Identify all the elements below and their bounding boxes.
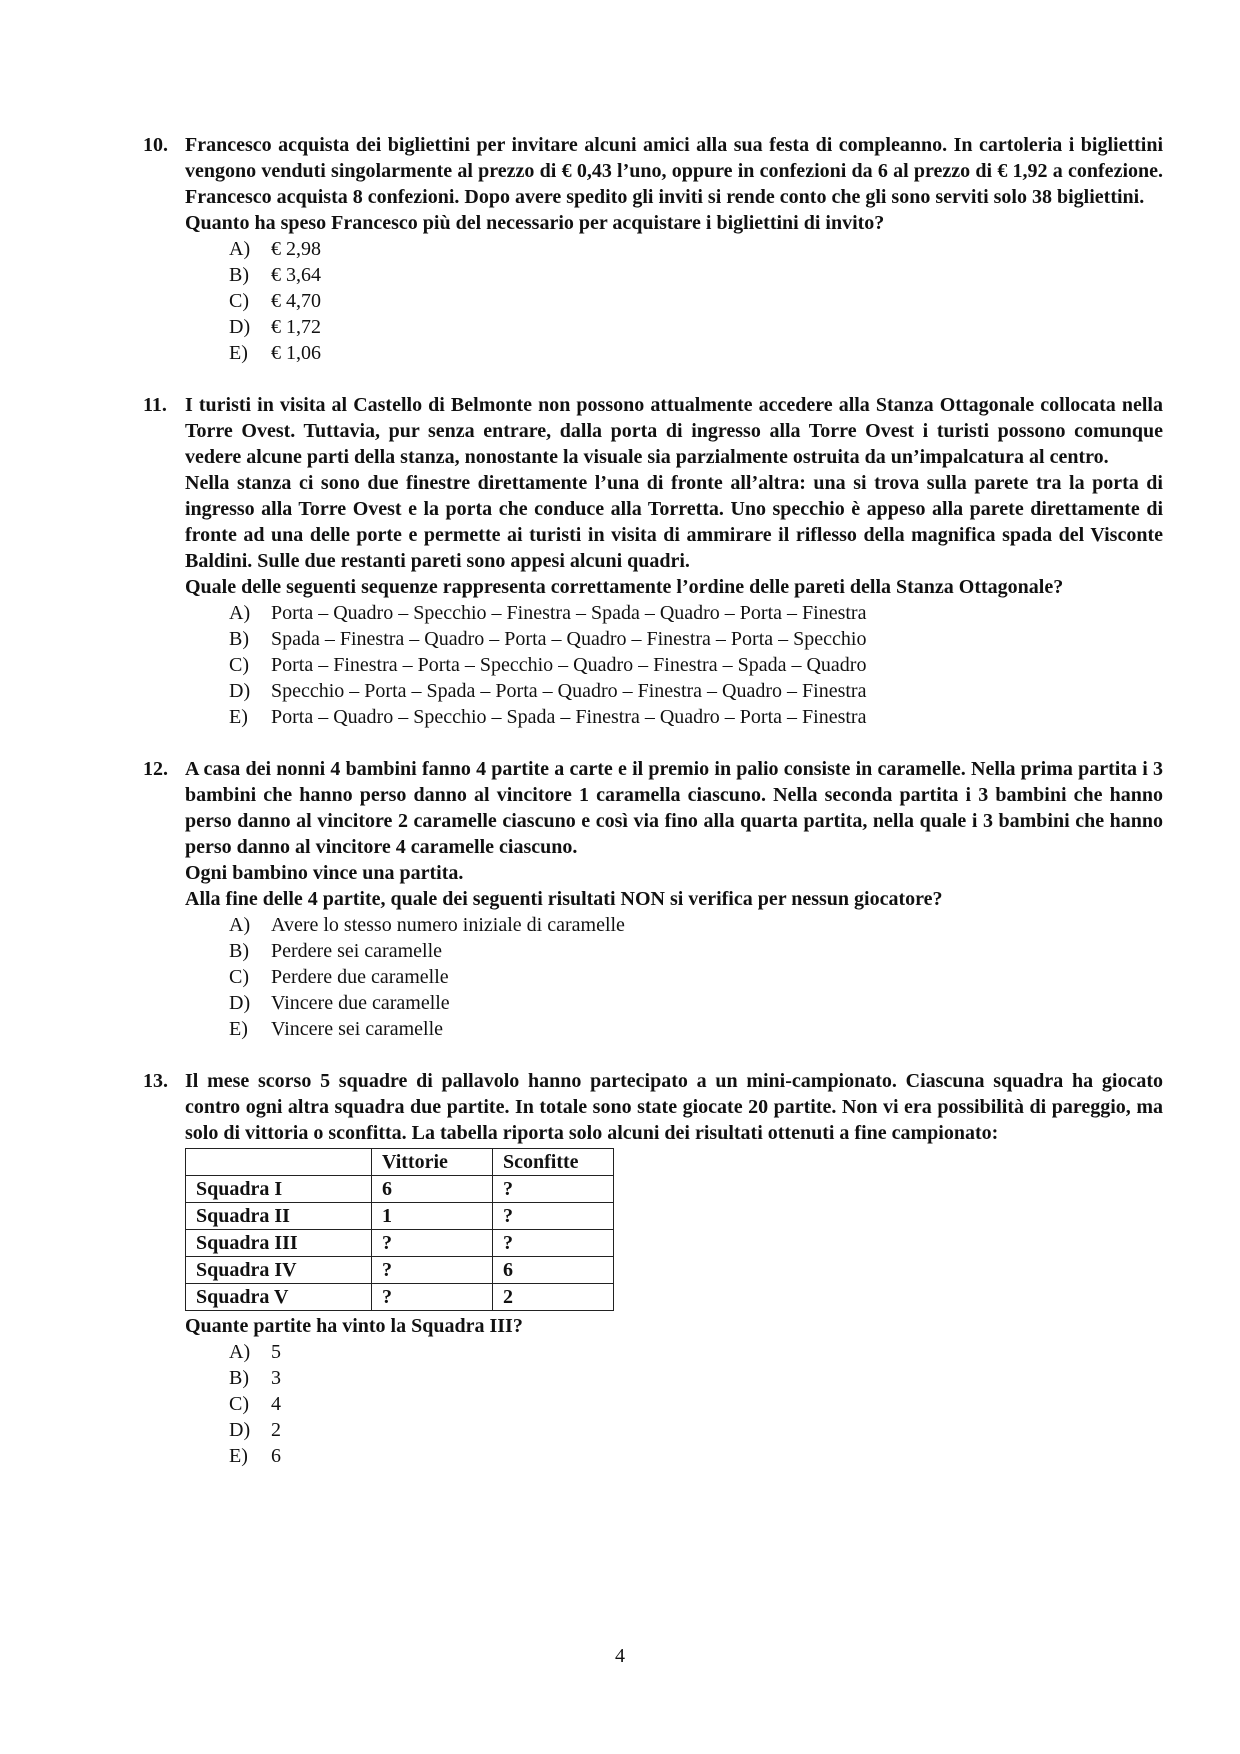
- table-header-row: [186, 1149, 614, 1176]
- table-row: [186, 1176, 614, 1203]
- option-text: Perdere sei caramelle: [271, 940, 443, 962]
- answer-option-b: [229, 626, 1163, 652]
- answer-options: [185, 1339, 1163, 1469]
- option-text: 4: [271, 1393, 281, 1415]
- option-letter: C): [229, 1393, 249, 1415]
- option-letter: B): [229, 264, 249, 286]
- question-number: 11.: [143, 394, 167, 416]
- answer-option-e: [229, 704, 1163, 730]
- answer-option-c: [229, 964, 1163, 990]
- table-row: [186, 1284, 614, 1311]
- option-text: € 1,06: [271, 342, 321, 364]
- option-letter: A): [229, 1341, 251, 1363]
- option-text: Porta – Finestra – Porta – Specchio – Quadro – Finestra – Spada – Quadro: [271, 654, 867, 676]
- option-text: € 1,72: [271, 316, 321, 338]
- table-cell: ?: [493, 1203, 614, 1230]
- option-text: 5: [271, 1341, 281, 1363]
- table-cell: Squadra I: [186, 1176, 372, 1203]
- question-10: [143, 132, 1163, 366]
- table-cell: ?: [372, 1284, 493, 1311]
- option-letter: E): [229, 1445, 248, 1467]
- answer-option-a: [229, 1339, 1163, 1365]
- answer-option-b: [229, 938, 1163, 964]
- question-number: 13.: [143, 1070, 168, 1092]
- answer-options: [185, 912, 1163, 1042]
- answer-option-c: [229, 1391, 1163, 1417]
- option-text: Spada – Finestra – Quadro – Porta – Quadro – Finestra – Porta – Specchio: [271, 628, 867, 650]
- answer-option-a: [229, 912, 1163, 938]
- table-cell: 6: [493, 1257, 614, 1284]
- question-12: [143, 756, 1163, 1042]
- table-row: [186, 1203, 614, 1230]
- answer-option-d: [229, 678, 1163, 704]
- table-cell: ?: [493, 1230, 614, 1257]
- question-text: Nella stanza ci sono due finestre direttamente l’una di fronte all’altra: una si trova sulla parete tra la porta di ingresso alla Torre Ovest e la porta che conduce alla Torretta. Uno specchio è appeso alla parete direttamente di fronte ad una delle porte e permette ai turisti in visita di ammirare il riflesso della magnifica spada del Visconte Baldini. Sulle due restanti pareti sono appesi alcuni quadri.: [185, 472, 1163, 572]
- option-letter: D): [229, 680, 251, 702]
- answer-options: [185, 236, 1163, 366]
- answer-option-a: [229, 600, 1163, 626]
- question-prompt: Quante partite ha vinto la Squadra III?: [185, 1315, 523, 1337]
- table-cell: Squadra V: [186, 1284, 372, 1311]
- table-cell: 6: [372, 1176, 493, 1203]
- table-cell: Squadra III: [186, 1230, 372, 1257]
- results-table: [185, 1148, 614, 1311]
- option-text: Avere lo stesso numero iniziale di caramelle: [271, 914, 625, 936]
- answer-option-b: [229, 1365, 1163, 1391]
- question-text: Il mese scorso 5 squadre di pallavolo hanno partecipato a un mini-campionato. Ciascuna squadra ha giocato contro ogni altra squadra due partite. In totale sono state giocate 20 partite. Non vi era possibilità di pareggio, ma solo di vittoria o sconfitta. La tabella riporta solo alcuni dei risultati ottenuti a fine campionato:: [185, 1070, 1163, 1144]
- table-header-cell: Vittorie: [372, 1149, 493, 1176]
- option-text: Porta – Quadro – Specchio – Finestra – Spada – Quadro – Porta – Finestra: [271, 602, 867, 624]
- table-cell: ?: [372, 1257, 493, 1284]
- question-11: [143, 392, 1163, 730]
- option-text: 2: [271, 1419, 281, 1441]
- table-cell: Squadra II: [186, 1203, 372, 1230]
- option-letter: B): [229, 940, 249, 962]
- option-letter: A): [229, 602, 251, 624]
- table-cell: Squadra IV: [186, 1257, 372, 1284]
- question-prompt: Alla fine delle 4 partite, quale dei seguenti risultati NON si verifica per nessun giocatore?: [185, 888, 943, 910]
- option-letter: B): [229, 628, 249, 650]
- option-text: 6: [271, 1445, 281, 1467]
- table-row: [186, 1257, 614, 1284]
- option-text: 3: [271, 1367, 281, 1389]
- answer-option-e: [229, 1443, 1163, 1469]
- table-cell: ?: [372, 1230, 493, 1257]
- answer-option-d: [229, 314, 1163, 340]
- answer-option-d: [229, 990, 1163, 1016]
- option-text: Vincere due caramelle: [271, 992, 450, 1014]
- table-cell: 1: [372, 1203, 493, 1230]
- option-letter: C): [229, 290, 249, 312]
- option-text: Porta – Quadro – Specchio – Spada – Finestra – Quadro – Porta – Finestra: [271, 706, 867, 728]
- option-text: € 3,64: [271, 264, 321, 286]
- table-header-cell: [186, 1149, 372, 1176]
- answer-option-e: [229, 340, 1163, 366]
- question-text: Francesco acquista dei bigliettini per invitare alcuni amici alla sua festa di compleanno. In cartoleria i bigliettini vengono venduti singolarmente al prezzo di € 0,43 l’uno, oppure in confezioni da 6 al prezzo di € 1,92 a confezione. Francesco acquista 8 confezioni. Dopo avere spedito gli inviti si rende conto che gli sono serviti solo 38 bigliettini.: [185, 134, 1163, 208]
- document-page: [143, 132, 1163, 1495]
- option-text: Specchio – Porta – Spada – Porta – Quadro – Finestra – Quadro – Finestra: [271, 680, 867, 702]
- answer-option-a: [229, 236, 1163, 262]
- answer-option-b: [229, 262, 1163, 288]
- option-text: € 2,98: [271, 238, 321, 260]
- option-letter: A): [229, 238, 251, 260]
- question-number: 12.: [143, 758, 168, 780]
- answer-option-c: [229, 652, 1163, 678]
- option-text: Perdere due caramelle: [271, 966, 449, 988]
- question-13: [143, 1068, 1163, 1469]
- question-text: I turisti in visita al Castello di Belmonte non possono attualmente accedere alla Stanza Ottagonale collocata nella Torre Ovest. Tuttavia, pur senza entrare, dalla porta di ingresso alla Torre Ovest i turisti possono comunque vedere alcune parti della stanza, nonostante la visuale sia parzialmente ostruita da un’impalcatura al centro.: [185, 394, 1163, 468]
- answer-option-e: [229, 1016, 1163, 1042]
- option-text: € 4,70: [271, 290, 321, 312]
- question-text: A casa dei nonni 4 bambini fanno 4 partite a carte e il premio in palio consiste in caramelle. Nella prima partita i 3 bambini che hanno perso danno al vincitore 1 caramella ciascuno. Nella seconda partita i 3 bambini che hanno perso danno al vincitore 2 caramelle ciascuno e così via fino alla quarta partita, nella quale i 3 bambini che hanno perso danno al vincitore 4 caramelle ciascuno.: [185, 758, 1163, 858]
- table-cell: ?: [493, 1176, 614, 1203]
- option-letter: B): [229, 1367, 249, 1389]
- option-letter: C): [229, 966, 249, 988]
- table-row: [186, 1230, 614, 1257]
- option-letter: C): [229, 654, 249, 676]
- option-letter: E): [229, 1018, 248, 1040]
- option-letter: D): [229, 1419, 251, 1441]
- option-letter: E): [229, 706, 248, 728]
- page-number: 4: [615, 1645, 625, 1667]
- question-prompt: Quanto ha speso Francesco più del necessario per acquistare i bigliettini di invito?: [185, 212, 885, 234]
- option-letter: E): [229, 342, 248, 364]
- answer-options: [185, 600, 1163, 730]
- question-prompt: Quale delle seguenti sequenze rappresenta correttamente l’ordine delle pareti della Stanza Ottagonale?: [185, 576, 1064, 598]
- answer-option-d: [229, 1417, 1163, 1443]
- option-letter: A): [229, 914, 251, 936]
- question-number: 10.: [143, 134, 168, 156]
- table-header-cell: Sconfitte: [493, 1149, 614, 1176]
- table-cell: 2: [493, 1284, 614, 1311]
- answer-option-c: [229, 288, 1163, 314]
- option-text: Vincere sei caramelle: [271, 1018, 444, 1040]
- option-letter: D): [229, 992, 251, 1014]
- option-letter: D): [229, 316, 251, 338]
- question-text: Ogni bambino vince una partita.: [185, 862, 464, 884]
